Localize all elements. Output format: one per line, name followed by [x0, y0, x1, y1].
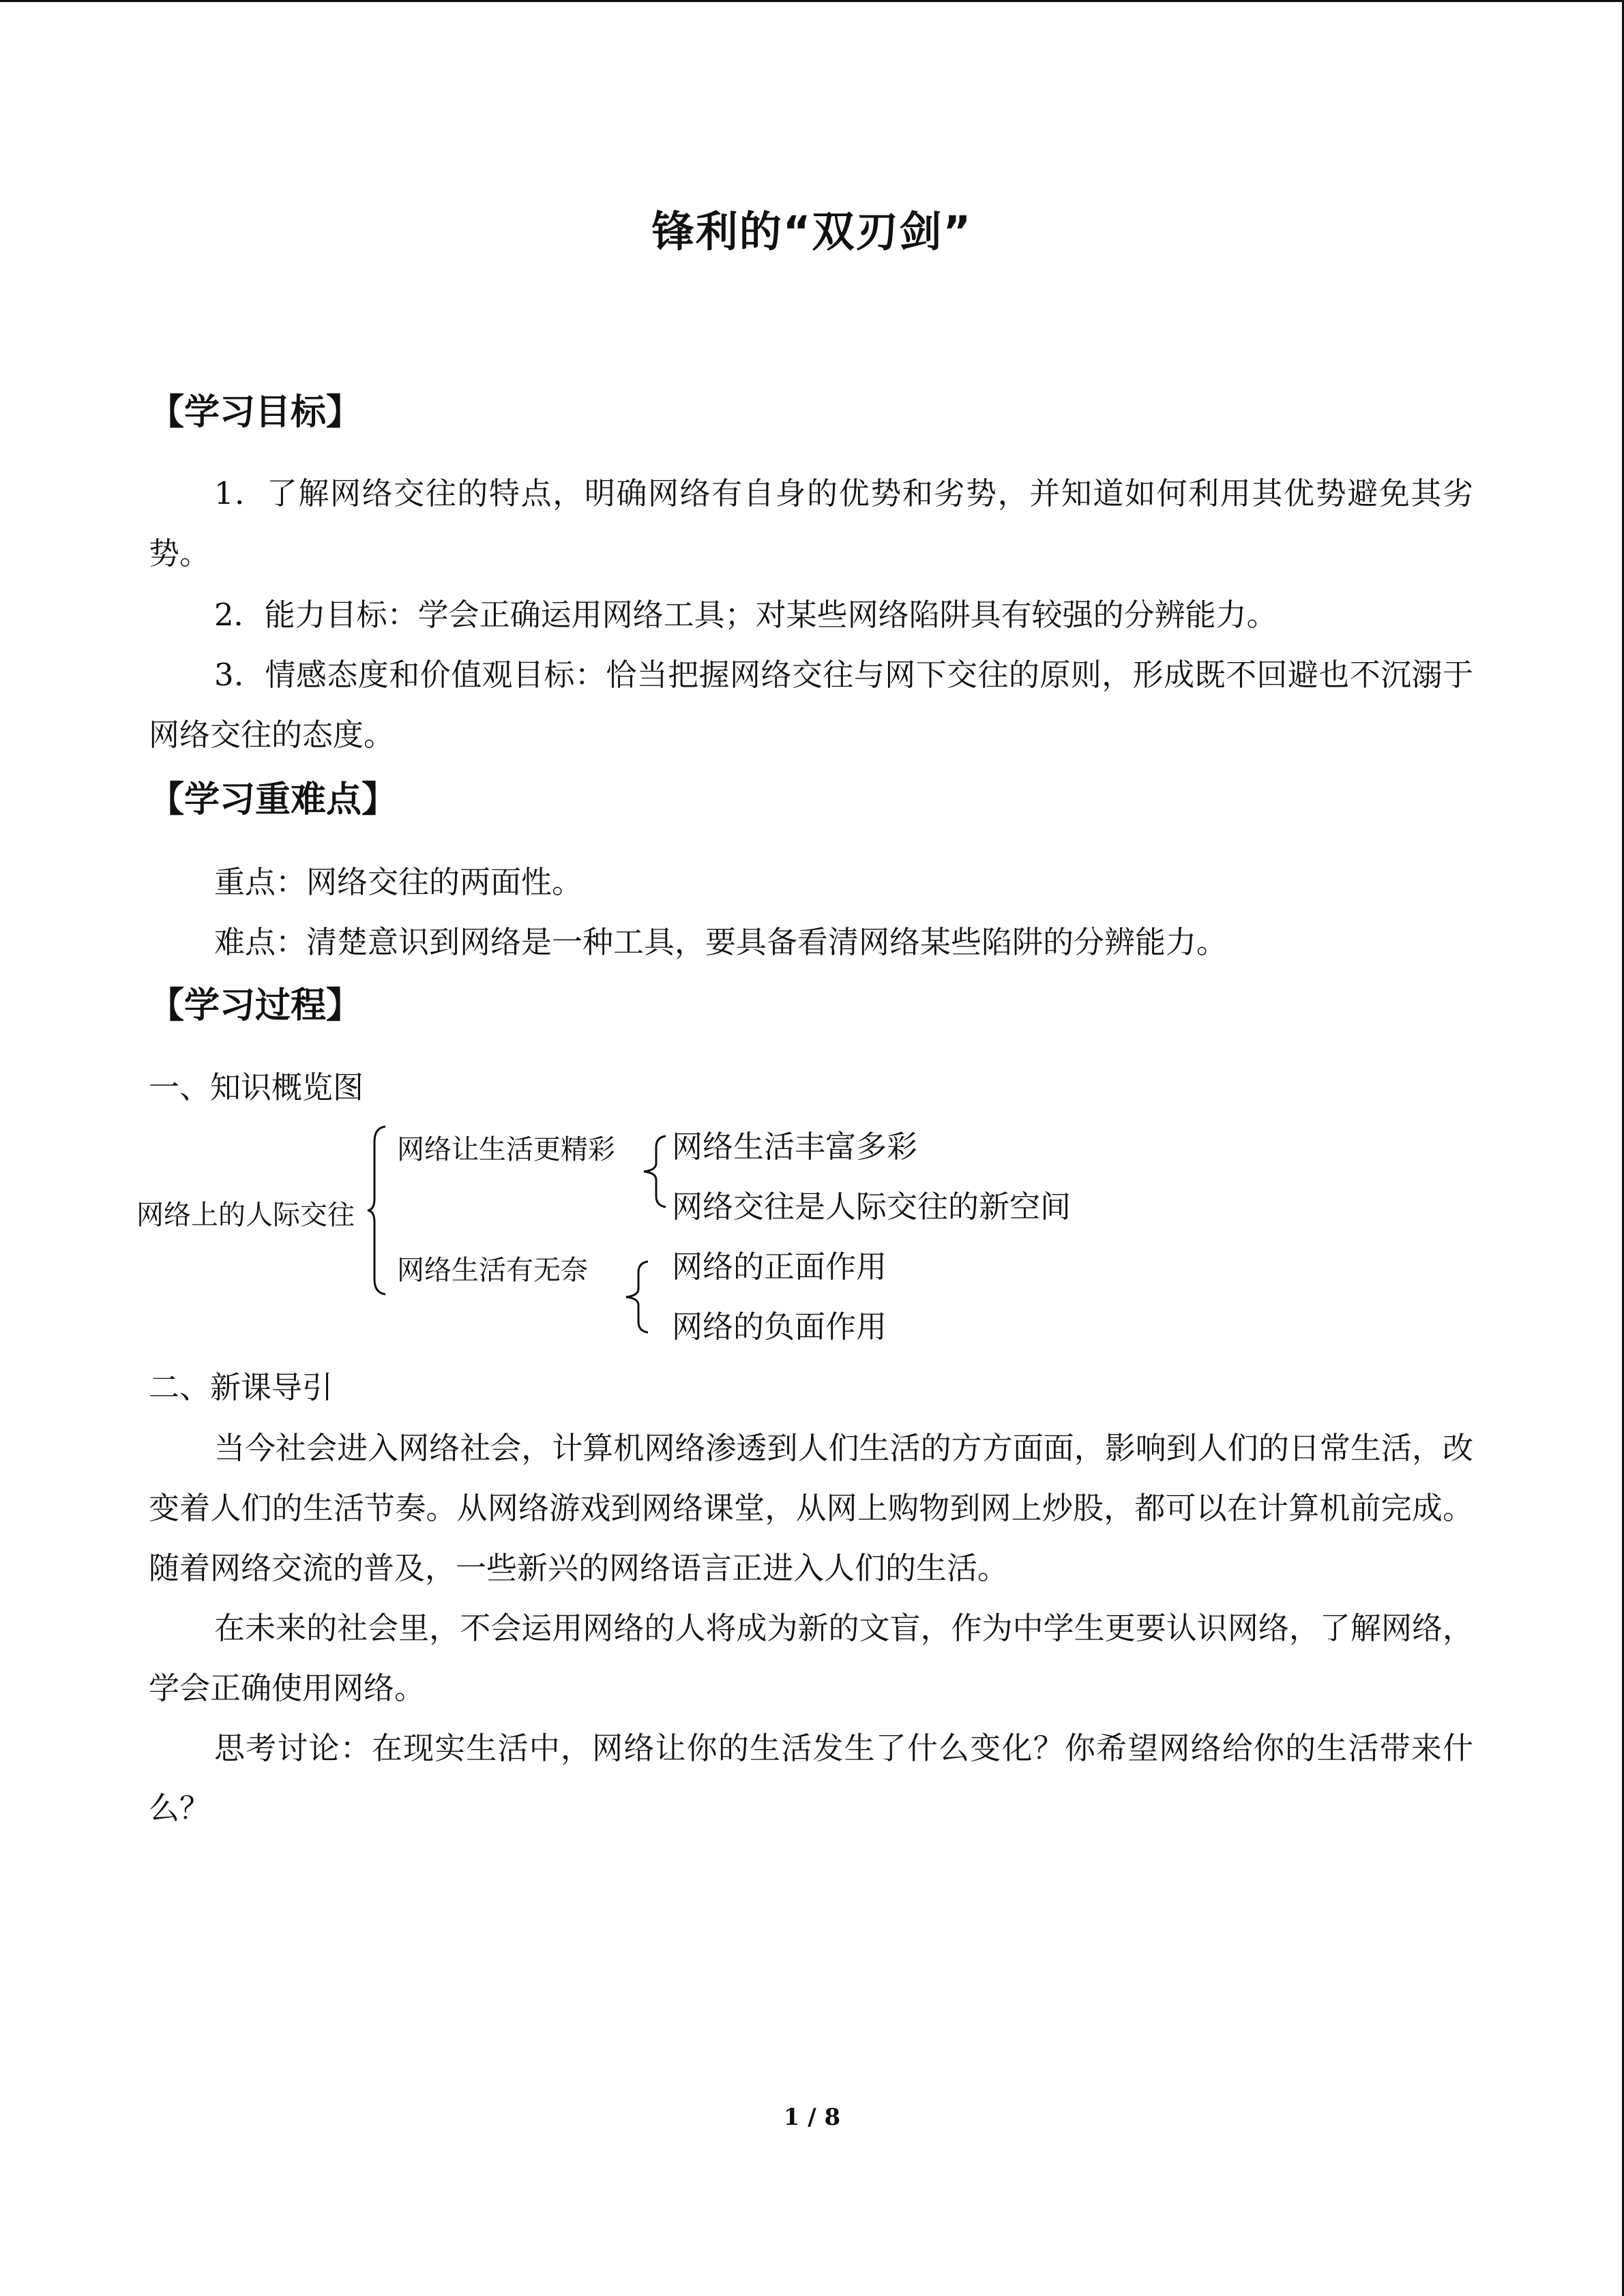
key-point-difficulty: 难点：清楚意识到网络是一种工具，要具备看清网络某些陷阱的分辨能力。	[214, 924, 1228, 960]
objective-item-1: 1．了解网络交往的特点，明确网络有自身的优势和劣势，并知道如何利用其优势避免其劣势。	[149, 475, 1473, 571]
intro-paragraph-2: 在未来的社会里，不会运用网络的人将成为新的文盲，作为中学生更要认识网络，了解网络，学会正确使用网络。	[149, 1610, 1473, 1706]
process-heading: 【学习过程】	[149, 985, 362, 1026]
intro-paragraph-3: 思考讨论：在现实生活中，网络让你的生活发生了什么变化？你希望网络给你的生活带来什么？	[149, 1730, 1473, 1826]
branch-2-brace	[623, 1260, 651, 1335]
overview-branch-1: 网络让生活更精彩	[397, 1134, 615, 1165]
branch-1-item-1: 网络生活丰富多彩	[672, 1129, 918, 1165]
branch-1-item-2: 网络交往是人际交往的新空间	[672, 1189, 1072, 1225]
document-title: 锋利的“双刃剑”	[651, 207, 973, 256]
objective-item-2: 2．能力目标：学会正确运用网络工具；对某些网络陷阱具有较强的分辨能力。	[214, 597, 1278, 633]
branch-2-item-2: 网络的负面作用	[672, 1309, 887, 1345]
intro-paragraph-1: 当今社会进入网络社会，计算机网络渗透到人们生活的方方面面，影响到人们的日常生活，改变着人们的生活节奏。从网络游戏到网络课堂，从网上购物到网上炒股，都可以在计算机前完成。随着网络交流的普及，一些新兴的网络语言正进入人们的生活。	[149, 1430, 1473, 1586]
key-point-focus: 重点：网络交往的两面性。	[214, 864, 583, 900]
root-brace	[366, 1125, 387, 1296]
overview-root: 网络上的人际交往	[136, 1199, 355, 1231]
overview-heading: 一、知识概览图	[149, 1069, 364, 1105]
key-points-heading: 【学习重难点】	[149, 779, 398, 820]
page-number: 1 / 8	[783, 2104, 841, 2131]
overview-branch-2: 网络生活有无奈	[397, 1255, 588, 1286]
objective-item-3: 3．情感态度和价值观目标：恰当把握网络交往与网下交往的原则，形成既不回避也不沉溺于网络交往的态度。	[149, 657, 1473, 753]
branch-1-brace	[641, 1135, 668, 1210]
objectives-heading: 【学习目标】	[149, 392, 362, 433]
page-border-top	[0, 0, 1624, 2]
branch-2-item-1: 网络的正面作用	[672, 1249, 887, 1285]
intro-heading: 二、新课导引	[149, 1369, 334, 1405]
